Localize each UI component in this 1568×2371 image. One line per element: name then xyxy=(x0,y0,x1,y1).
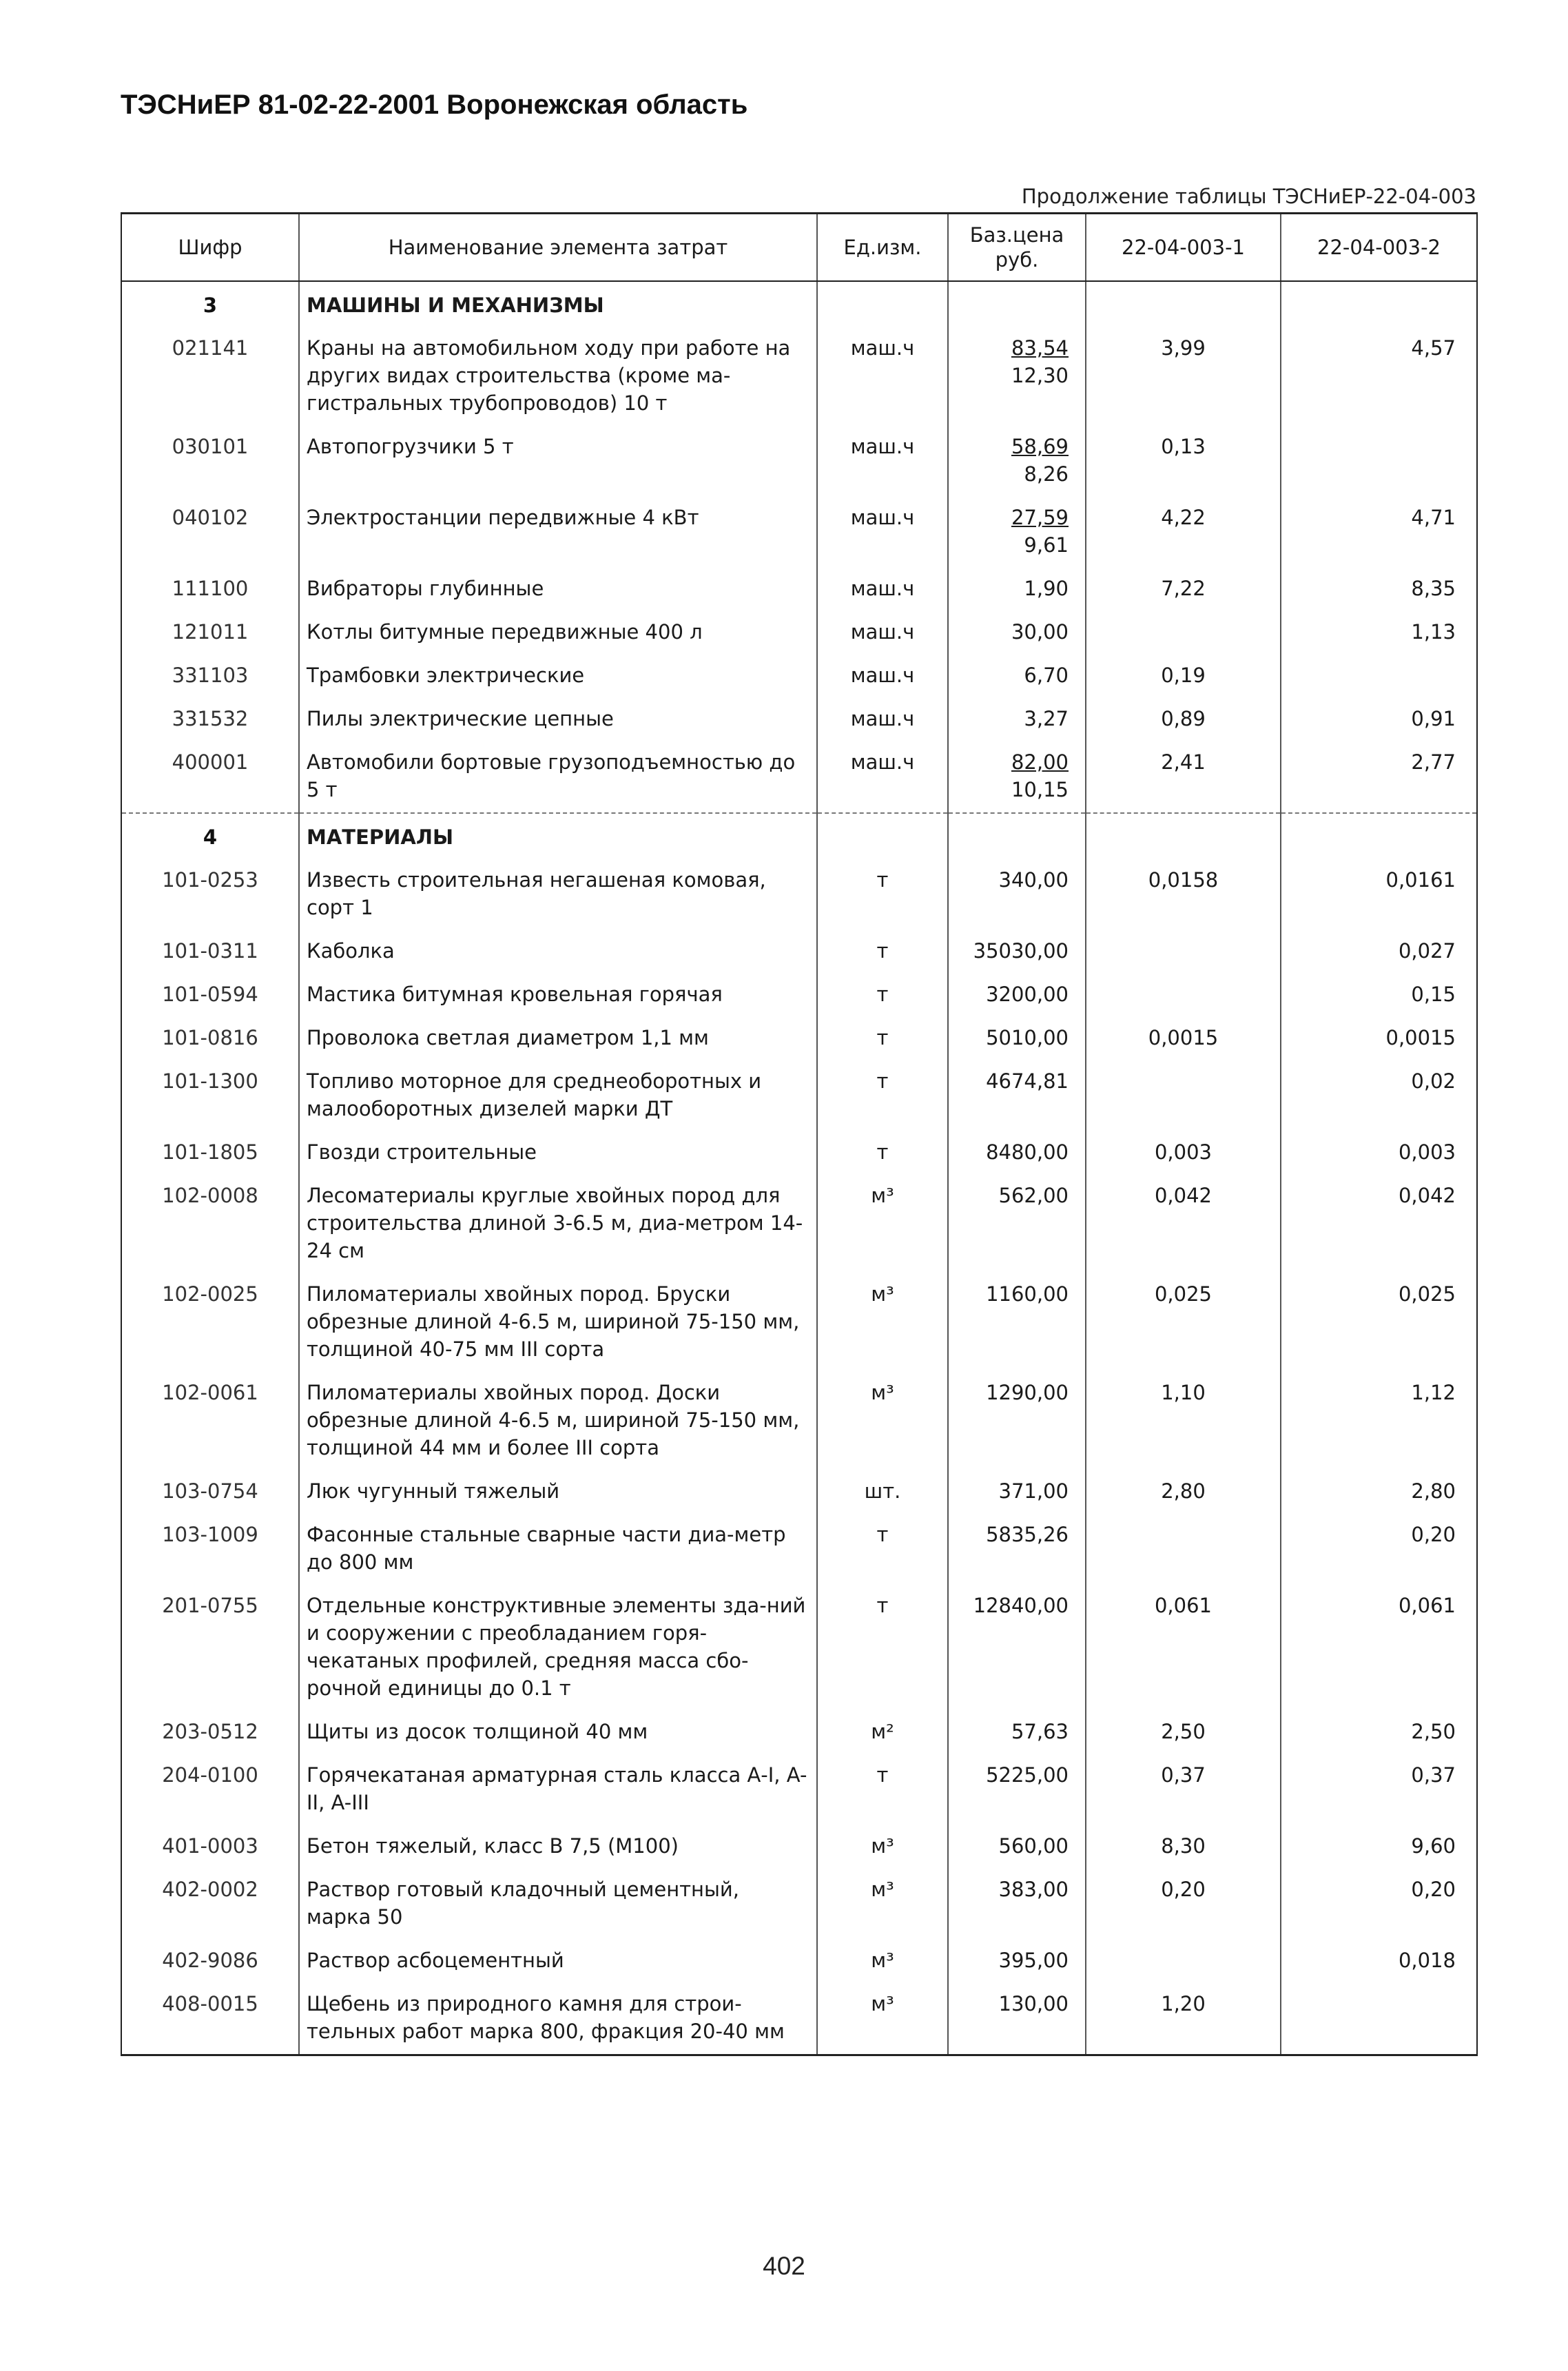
price-value: 30,00 xyxy=(1011,620,1069,644)
item-base-price xyxy=(948,1585,1086,1711)
section-title: МАШИНЫ И МЕХАНИЗМЫ xyxy=(299,281,817,327)
item-name: Автопогрузчики 5 т xyxy=(299,426,817,497)
norm-22-04-003-1: 0,025 xyxy=(1086,1273,1281,1372)
table-row xyxy=(121,930,1477,974)
table-row xyxy=(121,1372,1477,1470)
price-value: 8480,00 xyxy=(986,1140,1069,1164)
item-code: 402-0002 xyxy=(121,1869,299,1940)
item-code: 040102 xyxy=(121,497,299,568)
norm-22-04-003-2: 0,20 xyxy=(1281,1869,1477,1940)
price-value: 1160,00 xyxy=(986,1282,1069,1306)
table-row xyxy=(121,859,1477,930)
table-row xyxy=(121,568,1477,611)
table-row xyxy=(121,1017,1477,1060)
item-code: 030101 xyxy=(121,426,299,497)
item-base-price xyxy=(948,698,1086,741)
price-value: 6,70 xyxy=(1024,664,1069,687)
item-base-price xyxy=(948,741,1086,813)
item-unit: шт. xyxy=(817,1470,948,1514)
item-unit: м³ xyxy=(817,1983,948,2055)
item-code: 102-0061 xyxy=(121,1372,299,1470)
empty-cell xyxy=(817,281,948,327)
table-row xyxy=(121,1273,1477,1372)
empty-cell xyxy=(1281,281,1477,327)
norm-22-04-003-2: 0,027 xyxy=(1281,930,1477,974)
item-base-price xyxy=(948,1470,1086,1514)
item-name: Автомобили бортовые грузоподъемностью до 5 т xyxy=(299,741,817,813)
norm-22-04-003-2: 0,02 xyxy=(1281,1060,1477,1131)
item-base-price xyxy=(948,1273,1086,1372)
norm-22-04-003-1: 4,22 xyxy=(1086,497,1281,568)
item-unit: т xyxy=(817,1131,948,1175)
item-code: 101-0253 xyxy=(121,859,299,930)
column-header-unit: Ед.изм. xyxy=(817,214,948,282)
item-name: Пиломатериалы хвойных пород. Бруски обрезные длиной 4-6.5 м, шириной 75-150 мм, толщиной 40-75 мм III сорта xyxy=(299,1273,817,1372)
table-row xyxy=(121,1060,1477,1131)
empty-cell xyxy=(948,813,1086,859)
norm-22-04-003-1 xyxy=(1086,1060,1281,1131)
price-wage-value: 9,61 xyxy=(1024,533,1069,557)
item-unit: т xyxy=(817,930,948,974)
column-header-base-price: Баз.цена руб. xyxy=(948,214,1086,282)
item-code: 204-0100 xyxy=(121,1754,299,1825)
item-code: 101-1300 xyxy=(121,1060,299,1131)
norm-22-04-003-2: 0,042 xyxy=(1281,1175,1477,1273)
item-unit: м³ xyxy=(817,1372,948,1470)
norm-22-04-003-1: 0,0015 xyxy=(1086,1017,1281,1060)
item-name: Щиты из досок толщиной 40 мм xyxy=(299,1711,817,1754)
item-code: 400001 xyxy=(121,741,299,813)
item-code: 201-0755 xyxy=(121,1585,299,1711)
item-base-price xyxy=(948,1711,1086,1754)
price-value: 82,00 xyxy=(1011,750,1069,774)
item-unit: м³ xyxy=(817,1175,948,1273)
table-row xyxy=(121,1175,1477,1273)
price-wage-value: 8,26 xyxy=(1024,462,1069,486)
item-unit: м² xyxy=(817,1711,948,1754)
price-value: 383,00 xyxy=(998,1878,1069,1901)
item-unit: м³ xyxy=(817,1940,948,1983)
item-base-price xyxy=(948,1175,1086,1273)
table-row xyxy=(121,698,1477,741)
norm-22-04-003-1 xyxy=(1086,974,1281,1017)
table-row xyxy=(121,426,1477,497)
table-row xyxy=(121,1131,1477,1175)
norm-22-04-003-2 xyxy=(1281,1983,1477,2055)
item-base-price xyxy=(948,1983,1086,2055)
item-code: 203-0512 xyxy=(121,1711,299,1754)
item-unit: т xyxy=(817,1060,948,1131)
norm-22-04-003-2: 0,0161 xyxy=(1281,859,1477,930)
norm-22-04-003-2: 0,15 xyxy=(1281,974,1477,1017)
item-base-price xyxy=(948,568,1086,611)
item-code: 121011 xyxy=(121,611,299,655)
item-base-price xyxy=(948,930,1086,974)
price-value: 340,00 xyxy=(998,868,1069,892)
item-base-price xyxy=(948,497,1086,568)
table-row xyxy=(121,1825,1477,1869)
price-wage-value: 10,15 xyxy=(1011,778,1069,801)
item-unit: м³ xyxy=(817,1869,948,1940)
item-name: Электростанции передвижные 4 кВт xyxy=(299,497,817,568)
page-number: 402 xyxy=(763,2252,805,2280)
norm-22-04-003-2: 0,91 xyxy=(1281,698,1477,741)
norm-22-04-003-2: 8,35 xyxy=(1281,568,1477,611)
item-unit: маш.ч xyxy=(817,497,948,568)
empty-cell xyxy=(817,813,948,859)
norm-22-04-003-1: 0,20 xyxy=(1086,1869,1281,1940)
column-header-name: Наименование элемента затрат xyxy=(299,214,817,282)
empty-cell xyxy=(948,281,1086,327)
price-value: 57,63 xyxy=(1011,1720,1069,1743)
item-unit: т xyxy=(817,1017,948,1060)
table-row xyxy=(121,497,1477,568)
norm-22-04-003-1: 0,003 xyxy=(1086,1131,1281,1175)
norm-22-04-003-2: 2,50 xyxy=(1281,1711,1477,1754)
item-base-price xyxy=(948,1754,1086,1825)
norm-22-04-003-2: 0,0015 xyxy=(1281,1017,1477,1060)
item-base-price xyxy=(948,859,1086,930)
norm-22-04-003-1: 2,80 xyxy=(1086,1470,1281,1514)
table-row xyxy=(121,1869,1477,1940)
cost-elements-table xyxy=(121,212,1478,2056)
norm-22-04-003-2: 9,60 xyxy=(1281,1825,1477,1869)
price-value: 371,00 xyxy=(998,1479,1069,1503)
norm-22-04-003-2: 0,37 xyxy=(1281,1754,1477,1825)
norm-22-04-003-1: 0,13 xyxy=(1086,426,1281,497)
norm-22-04-003-1 xyxy=(1086,1514,1281,1585)
item-name: Котлы битумные передвижные 400 л xyxy=(299,611,817,655)
item-unit: м³ xyxy=(817,1273,948,1372)
norm-22-04-003-2: 2,77 xyxy=(1281,741,1477,813)
norm-22-04-003-1: 2,50 xyxy=(1086,1711,1281,1754)
norm-22-04-003-1: 7,22 xyxy=(1086,568,1281,611)
section-title: МАТЕРИАЛЫ xyxy=(299,813,817,859)
column-header-code: Шифр xyxy=(121,214,299,282)
item-code: 103-0754 xyxy=(121,1470,299,1514)
item-code: 101-0311 xyxy=(121,930,299,974)
item-unit: маш.ч xyxy=(817,611,948,655)
item-base-price xyxy=(948,1017,1086,1060)
table-row xyxy=(121,327,1477,426)
item-unit: маш.ч xyxy=(817,741,948,813)
table-continuation-note: Продолжение таблицы ТЭСНиЕР-22-04-003 xyxy=(1021,185,1476,208)
norm-22-04-003-1: 2,41 xyxy=(1086,741,1281,813)
table-row xyxy=(121,1514,1477,1585)
item-base-price xyxy=(948,1825,1086,1869)
item-base-price xyxy=(948,1060,1086,1131)
norm-22-04-003-1: 0,042 xyxy=(1086,1175,1281,1273)
price-value: 395,00 xyxy=(998,1949,1069,1972)
price-value: 58,69 xyxy=(1011,435,1069,458)
item-name: Бетон тяжелый, класс В 7,5 (М100) xyxy=(299,1825,817,1869)
empty-cell xyxy=(1281,813,1477,859)
item-base-price xyxy=(948,426,1086,497)
norm-22-04-003-2: 1,12 xyxy=(1281,1372,1477,1470)
price-value: 562,00 xyxy=(998,1184,1069,1207)
norm-22-04-003-1: 0,19 xyxy=(1086,655,1281,698)
item-unit: маш.ч xyxy=(817,426,948,497)
item-name: Проволока светлая диаметром 1,1 мм xyxy=(299,1017,817,1060)
price-value: 12840,00 xyxy=(973,1594,1069,1617)
price-value: 35030,00 xyxy=(973,939,1069,963)
item-code: 103-1009 xyxy=(121,1514,299,1585)
table-row xyxy=(121,1940,1477,1983)
norm-22-04-003-2 xyxy=(1281,655,1477,698)
item-name: Люк чугунный тяжелый xyxy=(299,1470,817,1514)
price-value: 27,59 xyxy=(1011,506,1069,529)
item-unit: т xyxy=(817,974,948,1017)
item-unit: т xyxy=(817,859,948,930)
item-name: Мастика битумная кровельная горячая xyxy=(299,974,817,1017)
empty-cell xyxy=(1086,813,1281,859)
item-name: Горячекатаная арматурная сталь класса А-I, A-II, A-III xyxy=(299,1754,817,1825)
item-name: Известь строительная негашеная комовая, сорт 1 xyxy=(299,859,817,930)
norm-22-04-003-2 xyxy=(1281,426,1477,497)
column-header-22-04-003-1: 22-04-003-1 xyxy=(1086,214,1281,282)
item-unit: м³ xyxy=(817,1825,948,1869)
section-row xyxy=(121,281,1477,327)
item-name: Пилы электрические цепные xyxy=(299,698,817,741)
item-base-price xyxy=(948,327,1086,426)
table-row xyxy=(121,1754,1477,1825)
item-unit: т xyxy=(817,1754,948,1825)
norm-22-04-003-1: 0,0158 xyxy=(1086,859,1281,930)
norm-22-04-003-2: 4,71 xyxy=(1281,497,1477,568)
norm-22-04-003-1: 1,20 xyxy=(1086,1983,1281,2055)
item-name: Раствор асбоцементный xyxy=(299,1940,817,1983)
item-base-price xyxy=(948,655,1086,698)
document-title: ТЭСНиЕР 81-02-22-2001 Воронежская область xyxy=(121,90,748,120)
item-name: Трамбовки электрические xyxy=(299,655,817,698)
item-name: Отдельные конструктивные элементы зда-ний и сооружении с преобладанием горя-чекатаных профилей, средняя масса сбо-рочной единицы до 0.1 т xyxy=(299,1585,817,1711)
table-row xyxy=(121,611,1477,655)
item-code: 021141 xyxy=(121,327,299,426)
item-code: 102-0008 xyxy=(121,1175,299,1273)
table-row xyxy=(121,1585,1477,1711)
item-name: Лесоматериалы круглые хвойных пород для строительства длиной 3-6.5 м, диа-метром 14-24 см xyxy=(299,1175,817,1273)
item-unit: маш.ч xyxy=(817,327,948,426)
item-code: 101-1805 xyxy=(121,1131,299,1175)
item-name: Краны на автомобильном ходу при работе на других видах строительства (кроме ма-гистральных трубопроводов) 10 т xyxy=(299,327,817,426)
item-unit: т xyxy=(817,1514,948,1585)
item-base-price xyxy=(948,1940,1086,1983)
price-value: 5010,00 xyxy=(986,1026,1069,1049)
item-code: 102-0025 xyxy=(121,1273,299,1372)
item-name: Каболка xyxy=(299,930,817,974)
price-value: 4674,81 xyxy=(986,1069,1069,1093)
norm-22-04-003-1 xyxy=(1086,1940,1281,1983)
norm-22-04-003-1 xyxy=(1086,611,1281,655)
norm-22-04-003-1 xyxy=(1086,930,1281,974)
norm-22-04-003-2: 1,13 xyxy=(1281,611,1477,655)
table-header-row xyxy=(121,214,1477,282)
item-name: Щебень из природного камня для строи-тельных работ марка 800, фракция 20-40 мм xyxy=(299,1983,817,2055)
item-name: Раствор готовый кладочный цементный, марка 50 xyxy=(299,1869,817,1940)
price-value: 130,00 xyxy=(998,1992,1069,2015)
item-name: Гвозди строительные xyxy=(299,1131,817,1175)
table-row xyxy=(121,1470,1477,1514)
item-base-price xyxy=(948,1372,1086,1470)
empty-cell xyxy=(1086,281,1281,327)
item-code: 331532 xyxy=(121,698,299,741)
item-base-price xyxy=(948,1131,1086,1175)
norm-22-04-003-2: 0,061 xyxy=(1281,1585,1477,1711)
table-row xyxy=(121,1983,1477,2055)
item-name: Топливо моторное для среднеоборотных и малооборотных дизелей марки ДТ xyxy=(299,1060,817,1131)
price-value: 3200,00 xyxy=(986,983,1069,1006)
item-code: 101-0594 xyxy=(121,974,299,1017)
norm-22-04-003-1: 0,37 xyxy=(1086,1754,1281,1825)
price-value: 5225,00 xyxy=(986,1763,1069,1787)
table-row xyxy=(121,741,1477,813)
table-row xyxy=(121,1711,1477,1754)
price-wage-value: 12,30 xyxy=(1011,364,1069,387)
norm-22-04-003-1: 3,99 xyxy=(1086,327,1281,426)
price-value: 560,00 xyxy=(998,1834,1069,1858)
norm-22-04-003-1: 1,10 xyxy=(1086,1372,1281,1470)
norm-22-04-003-2: 0,025 xyxy=(1281,1273,1477,1372)
item-code: 408-0015 xyxy=(121,1983,299,2055)
item-base-price xyxy=(948,1514,1086,1585)
section-code: 4 xyxy=(121,813,299,859)
item-name: Пиломатериалы хвойных пород. Доски обрезные длиной 4-6.5 м, шириной 75-150 мм, толщиной 44 мм и более III сорта xyxy=(299,1372,817,1470)
item-code: 111100 xyxy=(121,568,299,611)
norm-22-04-003-2: 0,018 xyxy=(1281,1940,1477,1983)
item-base-price xyxy=(948,1869,1086,1940)
item-name: Вибраторы глубинные xyxy=(299,568,817,611)
item-code: 401-0003 xyxy=(121,1825,299,1869)
item-base-price xyxy=(948,974,1086,1017)
column-header-22-04-003-2: 22-04-003-2 xyxy=(1281,214,1477,282)
item-unit: маш.ч xyxy=(817,568,948,611)
price-value: 83,54 xyxy=(1011,336,1069,360)
norm-22-04-003-2: 0,20 xyxy=(1281,1514,1477,1585)
norm-22-04-003-2: 0,003 xyxy=(1281,1131,1477,1175)
price-value: 3,27 xyxy=(1024,707,1069,730)
price-value: 1290,00 xyxy=(986,1381,1069,1404)
norm-22-04-003-2: 2,80 xyxy=(1281,1470,1477,1514)
norm-22-04-003-2: 4,57 xyxy=(1281,327,1477,426)
item-unit: т xyxy=(817,1585,948,1711)
item-code: 331103 xyxy=(121,655,299,698)
item-code: 402-9086 xyxy=(121,1940,299,1983)
item-base-price xyxy=(948,611,1086,655)
section-code: 3 xyxy=(121,281,299,327)
price-value: 5835,26 xyxy=(986,1523,1069,1546)
norm-22-04-003-1: 0,89 xyxy=(1086,698,1281,741)
norm-22-04-003-1: 0,061 xyxy=(1086,1585,1281,1711)
section-row xyxy=(121,813,1477,859)
item-unit: маш.ч xyxy=(817,655,948,698)
item-unit: маш.ч xyxy=(817,698,948,741)
item-name: Фасонные стальные сварные части диа-метр до 800 мм xyxy=(299,1514,817,1585)
price-value: 1,90 xyxy=(1024,577,1069,600)
table-body xyxy=(121,281,1477,2055)
item-code: 101-0816 xyxy=(121,1017,299,1060)
table-row xyxy=(121,655,1477,698)
norm-22-04-003-1: 8,30 xyxy=(1086,1825,1281,1869)
table-row xyxy=(121,974,1477,1017)
